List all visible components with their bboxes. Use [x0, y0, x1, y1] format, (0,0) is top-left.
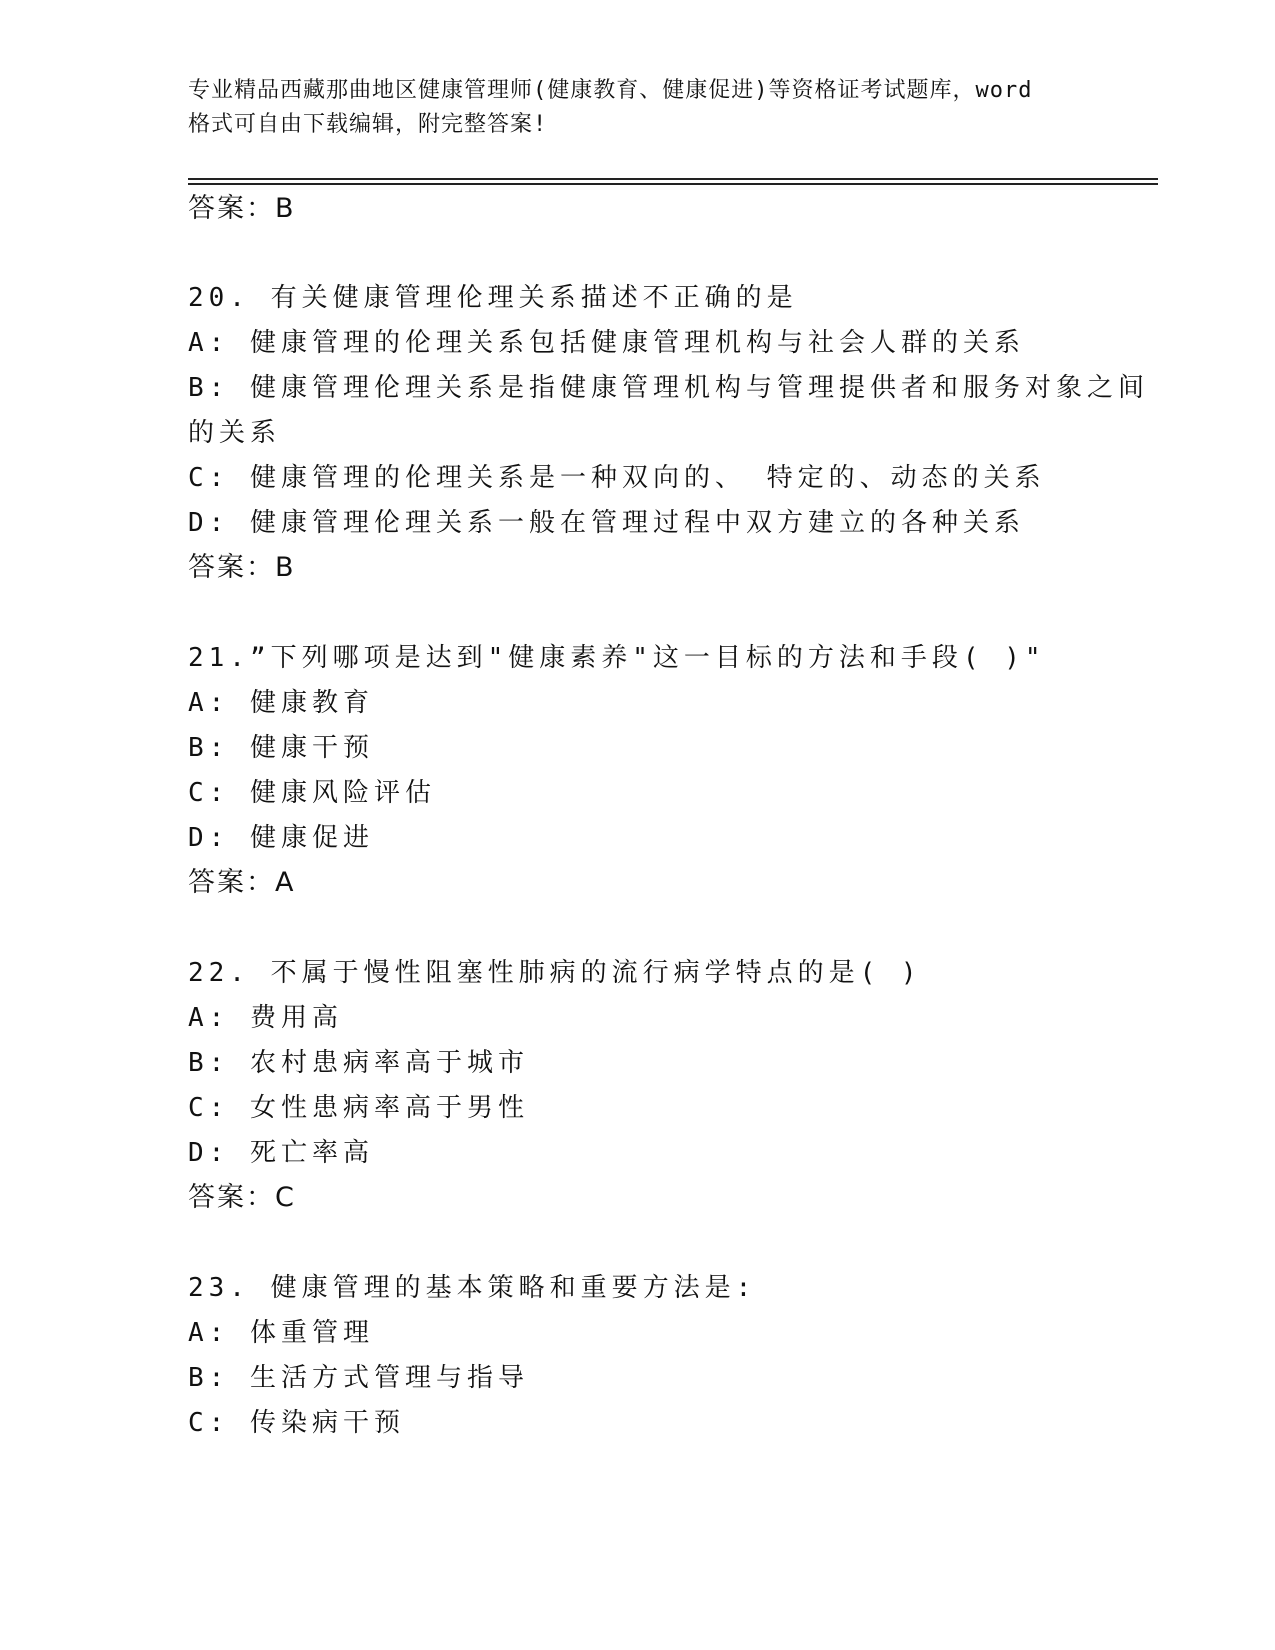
question-22-stem: 22. 不属于慢性阻塞性肺病的流行病学特点的是( )	[188, 958, 922, 988]
question-20-option-d: D: 健康管理伦理关系一般在管理过程中双方建立的各种关系	[188, 508, 1025, 538]
question-22-option-c: C: 女性患病率高于男性	[188, 1093, 529, 1123]
question-21-stem: 21.”下列哪项是达到"健康素养"这一目标的方法和手段( )"	[188, 643, 1046, 673]
header-rule-bottom	[188, 183, 1158, 185]
question-20-option-c: C: 健康管理的伦理关系是一种双向的、 特定的、动态的关系	[188, 463, 1046, 493]
question-20-option-a: A: 健康管理的伦理关系包括健康管理机构与社会人群的关系	[188, 328, 1025, 358]
answer-20: 答案：B	[188, 552, 296, 583]
question-20-option-b-cont: 的关系	[188, 418, 282, 448]
question-23-stem: 23. 健康管理的基本策略和重要方法是:	[188, 1273, 757, 1303]
question-22-option-b: B: 农村患病率高于城市	[188, 1048, 529, 1078]
header-rule-top	[188, 178, 1158, 180]
question-22-option-a: A: 费用高	[188, 1003, 343, 1033]
question-23-option-c: C: 传染病干预	[188, 1408, 405, 1438]
document-header	[188, 74, 1088, 142]
question-22-option-d: D: 死亡率高	[188, 1138, 374, 1168]
answer-21: 答案：A	[188, 867, 296, 898]
header-line-1: 专业精品西藏那曲地区健康管理师(健康教育、健康促进)等资格证考试题库，word	[188, 78, 1033, 103]
question-21-option-c: C: 健康风险评估	[188, 778, 436, 808]
answer-19: 答案：B	[188, 193, 296, 224]
question-21-option-d: D: 健康促进	[188, 823, 374, 853]
question-20-option-b: B: 健康管理伦理关系是指健康管理机构与管理提供者和服务对象之间	[188, 373, 1149, 403]
question-23-option-a: A: 体重管理	[188, 1318, 374, 1348]
question-23-option-b: B: 生活方式管理与指导	[188, 1363, 529, 1393]
question-20-stem: 20. 有关健康管理伦理关系描述不正确的是	[188, 283, 798, 313]
question-21-option-b: B: 健康干预	[188, 733, 374, 763]
header-line-2: 格式可自由下载编辑，附完整答案!	[188, 112, 548, 137]
answer-22: 答案：C	[188, 1182, 296, 1213]
question-21-option-a: A: 健康教育	[188, 688, 374, 718]
